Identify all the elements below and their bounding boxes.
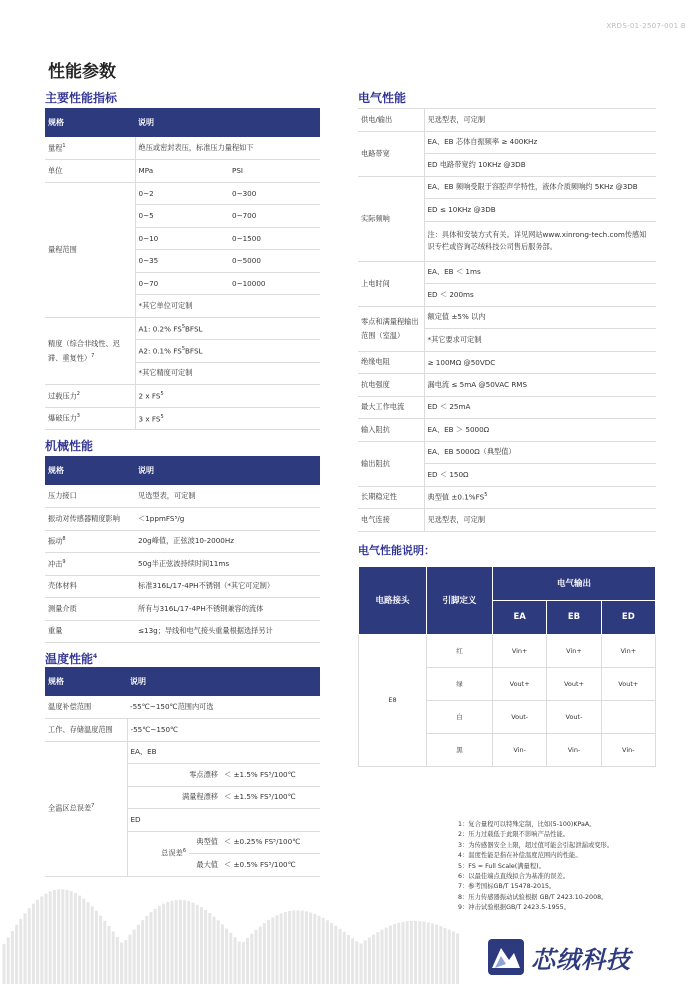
- zero-output-value: 额定值 ±5% 以内: [424, 306, 656, 329]
- footnote: 1：复合量程可以特殊定制，比如(5-100)KPaA。: [458, 821, 596, 828]
- header-eb: EB: [547, 600, 601, 634]
- ea-cell: Vin+: [493, 634, 547, 667]
- range-mpa: 0~2: [135, 182, 229, 205]
- freq-label: 实际频响: [358, 176, 424, 261]
- zero-output-note: *其它要求可定制: [424, 329, 656, 352]
- logo-mark-icon: [487, 938, 525, 976]
- wiring-table: [358, 566, 656, 767]
- footnote: 6：以最佳端点直线拟合为基准的误差。: [458, 873, 570, 881]
- input-impedance-value: EA、EB ＞ 5000Ω: [424, 419, 656, 442]
- ed-cell: Vout+: [601, 667, 655, 700]
- bandwidth-ea-eb: EA、EB 芯体自振频率 ≥ 400KHz: [424, 131, 656, 154]
- accuracy-a2: A2: 0.1% $FS^5BFSL$: [135, 340, 320, 363]
- range-psi: 0~10000: [229, 272, 320, 295]
- mech-value: ＜1ppmFS⁵/g: [135, 508, 320, 531]
- mech-value: 见选型表，可定制: [135, 485, 320, 508]
- supply-value: 见选型表，可定制: [424, 109, 656, 132]
- mech-label: 重量: [45, 620, 135, 643]
- footnote: 7：参考国标GB/T 15478-2015。: [458, 883, 556, 891]
- mech-value: 所有与316L/17-4PH不锈钢兼容的流体: [135, 598, 320, 621]
- output-impedance-ea-eb: EA、EB 5000Ω（典型值）: [424, 441, 656, 464]
- overload-value: 2 x $FS^5$: [135, 385, 320, 408]
- footnote: 9：冲击试验根据GB/T 2423.5-1955。: [458, 904, 570, 912]
- total-error-label: 全温区总误差$^7$: [45, 741, 127, 876]
- range-psi: 0~5000: [229, 250, 320, 273]
- unit-label: 单位: [45, 160, 135, 183]
- mech-label: 冲击$^9$: [45, 553, 135, 576]
- span-drift-value: ＜ ±1.5% FS⁵/100℃: [221, 786, 320, 809]
- footnotes: [458, 820, 613, 914]
- powerup-ea-eb: EA、EB ＜ 1ms: [424, 261, 656, 284]
- left-column: [45, 88, 320, 877]
- range-psi: 0~300: [229, 182, 320, 205]
- document-code: XRDS-01-2507-001 B: [606, 22, 686, 30]
- mech-label: 测量介质: [45, 598, 135, 621]
- unit-psi: PSI: [229, 160, 320, 183]
- pin-cell: 白: [427, 700, 493, 733]
- overload-label: 过载压力$^2$: [45, 385, 135, 408]
- ea-cell: Vout-: [493, 700, 547, 733]
- mech-value: 50g半正弦波持续时间11ms: [135, 553, 320, 576]
- powerup-ed: ED ＜ 200ms: [424, 284, 656, 307]
- range-note: *其它单位可定制: [135, 295, 320, 318]
- stability-label: 长期稳定性: [358, 486, 424, 509]
- header-ed: ED: [601, 600, 655, 634]
- max-current-value: ED ＜ 25mA: [424, 396, 656, 419]
- eb-cell: Vin-: [547, 733, 601, 766]
- ed-cell: Vin-: [601, 733, 655, 766]
- header-pin: 引脚定义: [427, 566, 493, 634]
- connection-value: 见选型表，可定制: [424, 509, 656, 532]
- mech-value: 标准316L/17-4PH不锈钢（*其它可定制）: [135, 575, 320, 598]
- page-title: 性能参数: [48, 62, 116, 82]
- ed-cell: [601, 700, 655, 733]
- mech-spec-table: [45, 456, 320, 643]
- company-logo: [487, 938, 631, 976]
- footnote: 2：压力过载低于此限不影响产品性能。: [458, 831, 570, 839]
- pin-cell: 红: [427, 634, 493, 667]
- mech-value: ≤13g；导线和电气接头重量根据选择另计: [135, 620, 320, 643]
- zero-output-label: 零点和满量程输出范围（室温）: [358, 306, 424, 351]
- temp-section-title: 温度性能$^4$: [45, 652, 98, 666]
- range-label: 量程$^1$: [45, 137, 135, 160]
- connection-label: 电气连接: [358, 509, 424, 532]
- wiring-section-title: 电气性能说明：: [358, 543, 435, 557]
- input-impedance-label: 输入阻抗: [358, 419, 424, 442]
- freq-ea-eb: EA、EB 频响受限于容腔声学特性，液体介质频响约 5KHz @3DB: [424, 176, 656, 199]
- range-rows-label: 量程范围: [45, 182, 135, 317]
- dielectric-label: 抗电强度: [358, 374, 424, 397]
- freq-ed: ED ≤ 10KHz @3DB: [424, 199, 656, 222]
- footnote: 5：FS = Full Scale(满量程)。: [458, 862, 545, 870]
- eb-cell: Vin+: [547, 634, 601, 667]
- typical-value: ＜ ±0.25% FS⁵/100℃: [221, 831, 320, 854]
- footnote: 4：温度性能是指在补偿温度范围内的性能。: [458, 852, 582, 860]
- insulation-label: 绝缘电阻: [358, 351, 424, 374]
- mech-section-title: 机械性能: [45, 439, 94, 453]
- stability-value: 典型值 $\pm 0.1\%FS^5$: [424, 486, 656, 509]
- burst-value: 3 x $FS^5$: [135, 407, 320, 430]
- header-spec: 规格: [45, 667, 127, 696]
- mech-label: 压力接口: [45, 485, 135, 508]
- accuracy-label: 精度（综合非线性、迟滞、重复性）$^7$: [45, 317, 135, 385]
- output-impedance-ed: ED ＜ 150Ω: [424, 464, 656, 487]
- work-value: -55℃~150℃: [127, 719, 320, 742]
- dielectric-value: 漏电流 ≤ 5mA @50VAC RMS: [424, 374, 656, 397]
- max-value: ＜ ±0.5% FS⁵/100℃: [221, 854, 320, 877]
- header-spec: 规格: [45, 108, 135, 137]
- mech-label: 振动$^8$: [45, 530, 135, 553]
- mech-value: 20g峰值，正弦波10-2000Hz: [135, 530, 320, 553]
- ed-label: ED: [127, 809, 320, 832]
- mech-label: 壳体材料: [45, 575, 135, 598]
- zero-drift-value: ＜ ±1.5% FS⁵/100℃: [221, 764, 320, 787]
- main-section-title: 主要性能指标: [45, 91, 118, 105]
- bandwidth-ed: ED 电路带宽约 10KHz @3DB: [424, 154, 656, 177]
- pin-cell: 绿: [427, 667, 493, 700]
- accuracy-a1: A1: 0.2% $FS^5BFSL$: [135, 317, 320, 340]
- range-mpa: 0~35: [135, 250, 229, 273]
- zero-drift-label: 零点漂移: [127, 764, 221, 787]
- ea-eb-label: EA、EB: [127, 741, 320, 764]
- accuracy-note: *其它精度可定制: [135, 362, 320, 385]
- burst-label: 爆破压力$^3$: [45, 407, 135, 430]
- ea-cell: Vin-: [493, 733, 547, 766]
- range-desc: 绝压或密封表压，标准压力量程如下: [135, 137, 320, 160]
- logo-text: 芯绒科技: [531, 945, 631, 974]
- max-label: 最大值: [189, 854, 221, 877]
- eb-cell: Vout+: [547, 667, 601, 700]
- range-psi: 0~1500: [229, 227, 320, 250]
- range-mpa: 0~5: [135, 205, 229, 228]
- temp-spec-table: [45, 667, 320, 877]
- powerup-label: 上电时间: [358, 261, 424, 306]
- header-desc: 说明: [127, 667, 320, 696]
- work-label: 工作、存储温度范围: [45, 719, 127, 742]
- ea-cell: Vout+: [493, 667, 547, 700]
- span-drift-label: 满量程漂移: [127, 786, 221, 809]
- ed-total-label: 总误差$^6$: [127, 831, 189, 876]
- max-current-label: 最大工作电流: [358, 396, 424, 419]
- output-impedance-label: 输出阻抗: [358, 441, 424, 486]
- ed-cell: Vin+: [601, 634, 655, 667]
- header-output: 电气输出: [493, 566, 656, 600]
- main-spec-table: [45, 108, 320, 430]
- header-ea: EA: [493, 600, 547, 634]
- footnote: 8：压力传感器振动试验根据 GB/T 2423.10-2008。: [458, 893, 608, 901]
- footnote: 3：为传感器安全上限，超过值可能会引起泄漏或变形。: [458, 841, 614, 849]
- typical-label: 典型值: [189, 831, 221, 854]
- freq-note: 注：具体和安装方式有关。详见网站www.xinrong-tech.com传感知识专栏或咨询芯绒科技公司售后服务部。: [424, 221, 656, 261]
- connector-cell: E8: [359, 634, 427, 766]
- supply-label: 供电/输出: [358, 109, 424, 132]
- bandwidth-label: 电路带宽: [358, 131, 424, 176]
- elec-spec-table: [358, 108, 656, 532]
- right-column: [358, 88, 656, 767]
- range-psi: 0~700: [229, 205, 320, 228]
- header-connector: 电路接头: [359, 566, 427, 634]
- range-mpa: 0~10: [135, 227, 229, 250]
- mech-label: 振动对传感器精度影响: [45, 508, 135, 531]
- insulation-value: ≥ 100MΩ @50VDC: [424, 351, 656, 374]
- comp-label: 温度补偿范围: [45, 696, 127, 719]
- eb-cell: Vout-: [547, 700, 601, 733]
- header-desc: 说明: [135, 108, 320, 137]
- header-spec: 规格: [45, 456, 135, 485]
- pin-cell: 黑: [427, 733, 493, 766]
- range-mpa: 0~70: [135, 272, 229, 295]
- unit-mpa: MPa: [135, 160, 229, 183]
- elec-section-title: 电气性能: [358, 91, 407, 105]
- comp-value: -55℃~150℃范围内可选: [127, 696, 320, 719]
- header-desc: 说明: [135, 456, 320, 485]
